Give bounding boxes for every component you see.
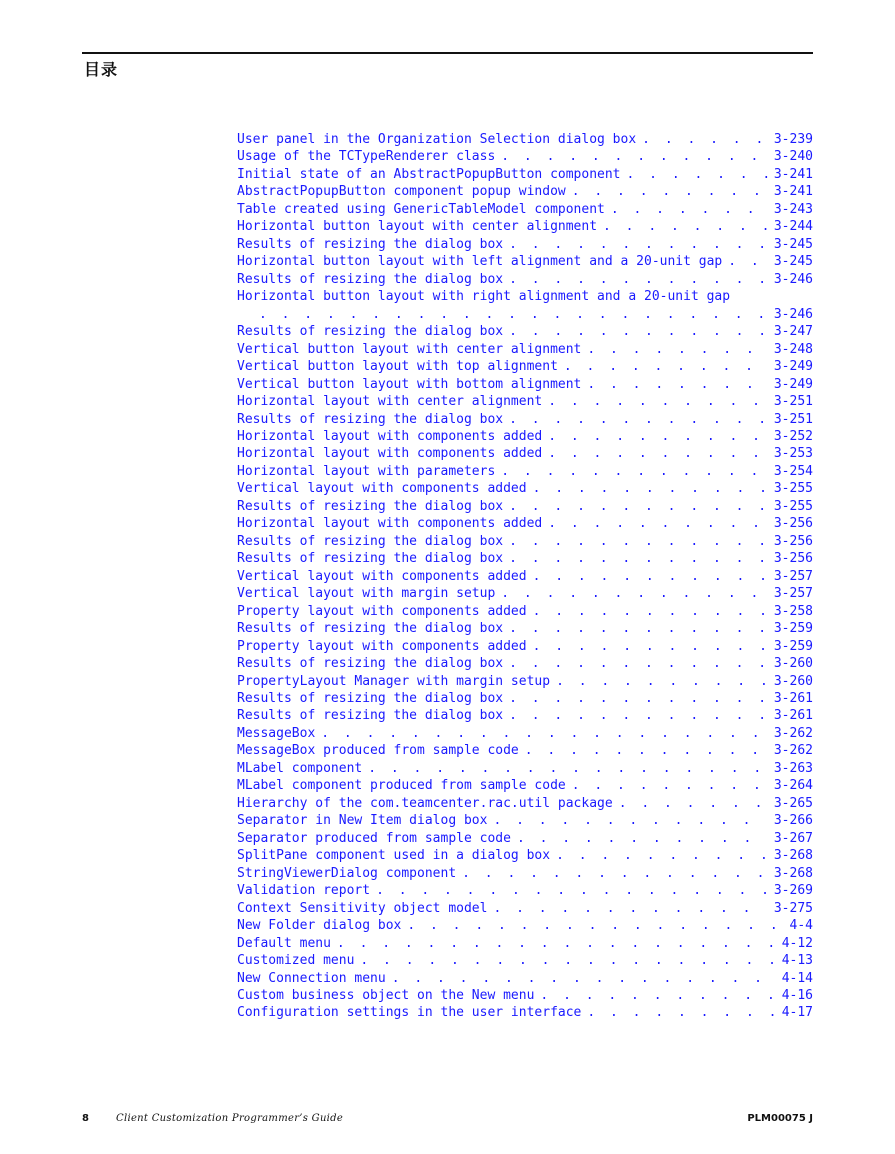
toc-dot-leader <box>587 376 767 393</box>
toc-entry[interactable] <box>237 970 813 987</box>
toc-entry-title[interactable]: Results of resizing the dialog box <box>237 551 504 567</box>
toc-entry[interactable] <box>237 760 813 777</box>
toc-entry[interactable] <box>237 376 813 393</box>
toc-entry-page[interactable]: 3-247 <box>773 324 813 340</box>
toc-entry[interactable] <box>237 550 813 567</box>
toc-dot-leader <box>587 1004 775 1021</box>
toc-entry-page[interactable]: 3-267 <box>773 830 813 846</box>
toc-entry-page[interactable]: 3-245 <box>773 254 813 270</box>
toc-entry-title[interactable]: Usage of the TCTypeRenderer class <box>237 149 496 165</box>
toc-dot-leader <box>509 236 768 253</box>
toc-entry[interactable] <box>237 690 813 707</box>
toc-entry-title[interactable]: MessageBox produced from sample code <box>237 743 519 759</box>
toc-entry-title[interactable]: Horizontal button layout with right alignment and a 20-unit gap <box>237 289 731 305</box>
toc-entry-page[interactable]: 4-17 <box>781 1005 813 1021</box>
toc-entry[interactable] <box>237 638 813 655</box>
toc-entry-title[interactable]: Horizontal layout with center alignment <box>237 394 543 410</box>
toc-dot-leader <box>509 411 768 428</box>
toc-entry-page[interactable]: 3-251 <box>773 394 813 410</box>
toc-dot-leader <box>728 253 768 270</box>
toc-entry-title[interactable]: Property layout with components added <box>237 603 527 619</box>
toc-dot-leader <box>392 970 776 987</box>
toc-entry[interactable] <box>237 673 813 690</box>
toc-entry[interactable] <box>237 393 813 410</box>
toc-entry-page[interactable]: 4-4 <box>789 918 813 934</box>
toc-entry-page[interactable]: 3-254 <box>773 463 813 479</box>
toc-entry-title[interactable]: Horizontal layout with parameters <box>237 463 496 479</box>
toc-entry[interactable] <box>237 288 813 323</box>
toc-entry-page[interactable]: 3-245 <box>773 236 813 252</box>
toc-entry[interactable] <box>237 218 813 235</box>
toc-entry[interactable] <box>237 795 813 812</box>
toc-dot-leader <box>509 620 768 637</box>
toc-entry-page[interactable]: 3-246 <box>773 306 813 322</box>
toc-dot-leader <box>572 777 768 794</box>
toc-entry-title[interactable]: Horizontal layout with components added <box>237 516 543 532</box>
footer-doc-code: PLM00075 J <box>747 1113 813 1124</box>
toc-entry-title[interactable]: MLabel component produced from sample code <box>237 778 566 794</box>
toc-entry[interactable] <box>237 812 813 829</box>
toc-entry-title[interactable]: Results of resizing the dialog box <box>237 498 504 514</box>
toc-entry-title[interactable]: Horizontal button layout with center alignment <box>237 219 598 235</box>
toc-entry[interactable] <box>237 847 813 864</box>
toc-dot-leader <box>501 463 768 480</box>
toc-dot-leader <box>259 306 768 323</box>
toc-dot-leader <box>525 742 768 759</box>
toc-dot-leader <box>321 725 768 742</box>
toc-entry-page[interactable]: 3-253 <box>773 446 813 462</box>
toc-entry-title[interactable]: Vertical button layout with bottom alignment <box>237 376 582 392</box>
toc-dot-leader <box>611 201 768 218</box>
footer-page-number: 8 <box>82 1113 89 1124</box>
toc-dot-leader <box>509 323 768 340</box>
toc-entry[interactable] <box>237 341 813 358</box>
toc-entry-title[interactable]: Results of resizing the dialog box <box>237 236 504 252</box>
toc-dot-leader <box>360 952 775 969</box>
toc-entry-page[interactable]: 3-255 <box>773 498 813 514</box>
toc-dot-leader <box>462 865 768 882</box>
toc-entry-page[interactable]: 3-265 <box>773 795 813 811</box>
toc-entry[interactable] <box>237 236 813 253</box>
toc-entry[interactable] <box>237 707 813 724</box>
toc-entry-title[interactable]: Vertical layout with margin setup <box>237 586 496 602</box>
toc-entry-title[interactable]: Results of resizing the dialog box <box>237 533 504 549</box>
toc-entry-page[interactable]: 3-243 <box>773 201 813 217</box>
toc-entry-title[interactable]: Vertical button layout with top alignment <box>237 359 558 375</box>
toc-entry-page[interactable]: 3-241 <box>773 184 813 200</box>
toc-entry-title[interactable]: SplitPane component used in a dialog box <box>237 848 551 864</box>
toc-entry-title[interactable]: Validation report <box>237 883 371 899</box>
toc-entry[interactable] <box>237 201 813 218</box>
toc-dot-leader <box>556 673 768 690</box>
toc-dot-leader <box>509 533 768 550</box>
toc-entry-title[interactable]: Separator in New Item dialog box <box>237 813 488 829</box>
toc-dot-leader <box>493 812 767 829</box>
toc-entry[interactable] <box>237 166 813 183</box>
toc-dot-leader <box>619 795 768 812</box>
toc-entry-title[interactable]: MLabel component <box>237 760 363 776</box>
toc-entry-title[interactable]: Horizontal layout with components added <box>237 446 543 462</box>
toc-entry-page[interactable]: 3-257 <box>773 568 813 584</box>
toc-dot-leader <box>533 480 768 497</box>
toc-entry-title[interactable]: New Folder dialog box <box>237 918 402 934</box>
toc-entry-page[interactable]: 3-268 <box>773 865 813 881</box>
toc-entry[interactable] <box>237 463 813 480</box>
toc-dot-leader <box>533 638 768 655</box>
toc-dot-leader <box>587 341 767 358</box>
toc-entry[interactable] <box>237 253 813 270</box>
toc-entry[interactable] <box>237 742 813 759</box>
toc-entry[interactable] <box>237 830 813 847</box>
toc-entry[interactable] <box>237 358 813 375</box>
toc-entry-page[interactable]: 3-251 <box>773 411 813 427</box>
toc-entry-title[interactable]: Context Sensitivity object model <box>237 900 488 916</box>
toc-dot-leader <box>509 707 768 724</box>
toc-entry-title[interactable]: MessageBox <box>237 725 316 741</box>
toc-entry-title[interactable]: Vertical layout with components added <box>237 568 527 584</box>
toc-entry-title[interactable]: User panel in the Organization Selection dialog box <box>237 132 637 147</box>
toc-entry-title[interactable]: Results of resizing the dialog box <box>237 271 504 287</box>
toc-entry-page[interactable]: 3-241 <box>773 166 813 182</box>
toc-entry[interactable] <box>237 603 813 620</box>
toc-dot-leader <box>540 987 775 1004</box>
toc-dot-leader <box>548 428 768 445</box>
toc-entry-page[interactable]: 4-14 <box>781 970 813 986</box>
toc-entry-page[interactable]: 3-266 <box>773 813 813 829</box>
toc-dot-leader <box>556 847 768 864</box>
toc-entry-page[interactable]: 3-249 <box>773 376 813 392</box>
toc-entry-page[interactable]: 3-260 <box>773 656 813 672</box>
page-footer <box>82 1113 813 1129</box>
toc-dot-leader <box>509 271 768 288</box>
toc-entry-page[interactable]: 3-257 <box>773 586 813 602</box>
toc-entry-page[interactable]: 3-255 <box>773 481 813 497</box>
toc-entry-title[interactable]: Results of resizing the dialog box <box>237 656 504 672</box>
toc-entry[interactable] <box>237 935 813 952</box>
toc-entry-title[interactable]: Results of resizing the dialog box <box>237 621 504 637</box>
toc-dot-leader <box>407 917 783 934</box>
toc-entry-page[interactable]: 3-261 <box>773 708 813 724</box>
toc-entry-title[interactable]: PropertyLayout Manager with margin setup <box>237 673 551 689</box>
toc-entry-page[interactable]: 3-258 <box>773 603 813 619</box>
toc-entry-page[interactable]: 3-260 <box>773 673 813 689</box>
toc-entry-page[interactable]: 4-12 <box>781 935 813 951</box>
toc-entry-title[interactable]: Results of resizing the dialog box <box>237 411 504 427</box>
toc-dot-leader <box>548 445 768 462</box>
toc-entry-page[interactable]: 3-263 <box>773 760 813 776</box>
toc-entry[interactable] <box>237 777 813 794</box>
toc-entry-title[interactable]: New Connection menu <box>237 970 386 986</box>
toc-dot-leader <box>548 515 768 532</box>
toc-entry[interactable] <box>237 515 813 532</box>
toc-dot-leader <box>533 568 768 585</box>
table-of-figures <box>237 131 813 1022</box>
toc-entry[interactable] <box>237 585 813 602</box>
toc-entry[interactable] <box>237 480 813 497</box>
toc-entry[interactable] <box>237 900 813 917</box>
toc-entry-page[interactable]: 3-264 <box>773 778 813 794</box>
toc-entry[interactable] <box>237 987 813 1004</box>
toc-dot-leader <box>337 935 776 952</box>
toc-entry[interactable] <box>237 917 813 934</box>
toc-entry-page[interactable]: 3-244 <box>773 219 813 235</box>
toc-entry[interactable] <box>237 428 813 445</box>
toc-entry[interactable] <box>237 533 813 550</box>
toc-entry[interactable] <box>237 725 813 742</box>
toc-entry[interactable] <box>237 655 813 672</box>
toc-entry-page[interactable]: 3-240 <box>773 149 813 165</box>
toc-entry-title[interactable]: Property layout with components added <box>237 638 527 654</box>
toc-entry-page[interactable]: 3-248 <box>773 341 813 357</box>
toc-dot-leader <box>509 690 768 707</box>
toc-dot-leader <box>533 603 768 620</box>
toc-entry[interactable] <box>237 952 813 969</box>
toc-dot-leader <box>572 183 768 200</box>
toc-entry-continuation <box>237 306 813 323</box>
toc-dot-leader <box>564 358 768 375</box>
toc-entry-title[interactable]: Table created using GenericTableModel component <box>237 201 605 217</box>
toc-entry[interactable] <box>237 411 813 428</box>
toc-entry-title[interactable]: Custom business object on the New menu <box>237 987 535 1003</box>
toc-dot-leader <box>368 760 768 777</box>
toc-entry-page[interactable]: 3-239 <box>773 132 813 147</box>
toc-dot-leader <box>517 830 768 847</box>
toc-dot-leader <box>501 148 768 165</box>
toc-entry-page[interactable]: 3-275 <box>773 900 813 916</box>
toc-entry-title[interactable]: Horizontal layout with components added <box>237 428 543 444</box>
toc-dot-leader <box>627 166 768 183</box>
toc-entry[interactable] <box>237 131 813 148</box>
header-rule <box>82 52 813 54</box>
toc-entry-title[interactable]: Default menu <box>237 935 331 951</box>
toc-entry[interactable] <box>237 445 813 462</box>
toc-entry-page[interactable]: 3-269 <box>773 883 813 899</box>
toc-entry-page[interactable]: 3-259 <box>773 621 813 637</box>
toc-entry-title[interactable]: Vertical button layout with center alignment <box>237 341 582 357</box>
toc-entry-page[interactable]: 3-256 <box>773 516 813 532</box>
toc-entry[interactable] <box>237 183 813 200</box>
toc-entry-page[interactable]: 3-256 <box>773 533 813 549</box>
toc-entry-title[interactable]: Results of resizing the dialog box <box>237 708 504 724</box>
toc-entry-title[interactable]: Horizontal button layout with left alignment and a 20-unit gap <box>237 254 723 270</box>
toc-entry-page[interactable]: 3-262 <box>773 743 813 759</box>
toc-entry-page[interactable]: 3-252 <box>773 428 813 444</box>
toc-dot-leader <box>548 393 768 410</box>
toc-dot-leader <box>509 550 768 567</box>
toc-entry-page[interactable]: 3-262 <box>773 725 813 741</box>
toc-entry-title[interactable]: Configuration settings in the user interface <box>237 1005 582 1021</box>
toc-dot-leader <box>376 882 768 899</box>
toc-entry[interactable] <box>237 865 813 882</box>
toc-entry-page[interactable]: 3-246 <box>773 271 813 287</box>
toc-entry-title[interactable]: StringViewerDialog component <box>237 865 457 881</box>
toc-entry-title[interactable]: Separator produced from sample code <box>237 830 511 846</box>
toc-entry-page[interactable]: 3-249 <box>773 359 813 375</box>
footer-book-title: Client Customization Programmer’s Guide <box>116 1113 344 1124</box>
toc-entry-title[interactable]: Results of resizing the dialog box <box>237 691 504 706</box>
toc-entry[interactable] <box>237 323 813 340</box>
toc-entry-page[interactable]: 3-256 <box>773 551 813 567</box>
toc-dot-leader <box>642 131 768 148</box>
toc-dot-leader <box>501 585 768 602</box>
toc-entry[interactable] <box>237 1004 813 1021</box>
toc-entry-title[interactable]: Vertical layout with components added <box>237 481 527 497</box>
toc-entry[interactable] <box>237 148 813 165</box>
toc-entry[interactable] <box>237 568 813 585</box>
toc-dot-leader <box>509 498 768 515</box>
toc-entry-page[interactable]: 4-13 <box>781 953 813 969</box>
toc-entry-title[interactable]: Results of resizing the dialog box <box>237 324 504 340</box>
toc-entry[interactable] <box>237 271 813 288</box>
toc-dot-leader <box>509 655 768 672</box>
toc-dot-leader <box>603 218 768 235</box>
toc-entry-page[interactable]: 4-16 <box>781 987 813 1003</box>
toc-entry-page[interactable]: 3-261 <box>773 691 813 706</box>
toc-entry-page[interactable]: 3-259 <box>773 638 813 654</box>
toc-entry[interactable] <box>237 498 813 515</box>
page-title: 目录 <box>84 60 119 79</box>
toc-entry[interactable] <box>237 882 813 899</box>
toc-entry-title[interactable]: Initial state of an AbstractPopupButton component <box>237 166 621 182</box>
toc-dot-leader <box>493 900 767 917</box>
toc-entry-title[interactable]: AbstractPopupButton component popup window <box>237 184 566 200</box>
toc-entry[interactable] <box>237 620 813 637</box>
toc-entry-page[interactable]: 3-268 <box>773 848 813 864</box>
toc-entry-title[interactable]: Hierarchy of the com.teamcenter.rac.util package <box>237 795 613 811</box>
toc-entry-title[interactable]: Customized menu <box>237 953 355 969</box>
